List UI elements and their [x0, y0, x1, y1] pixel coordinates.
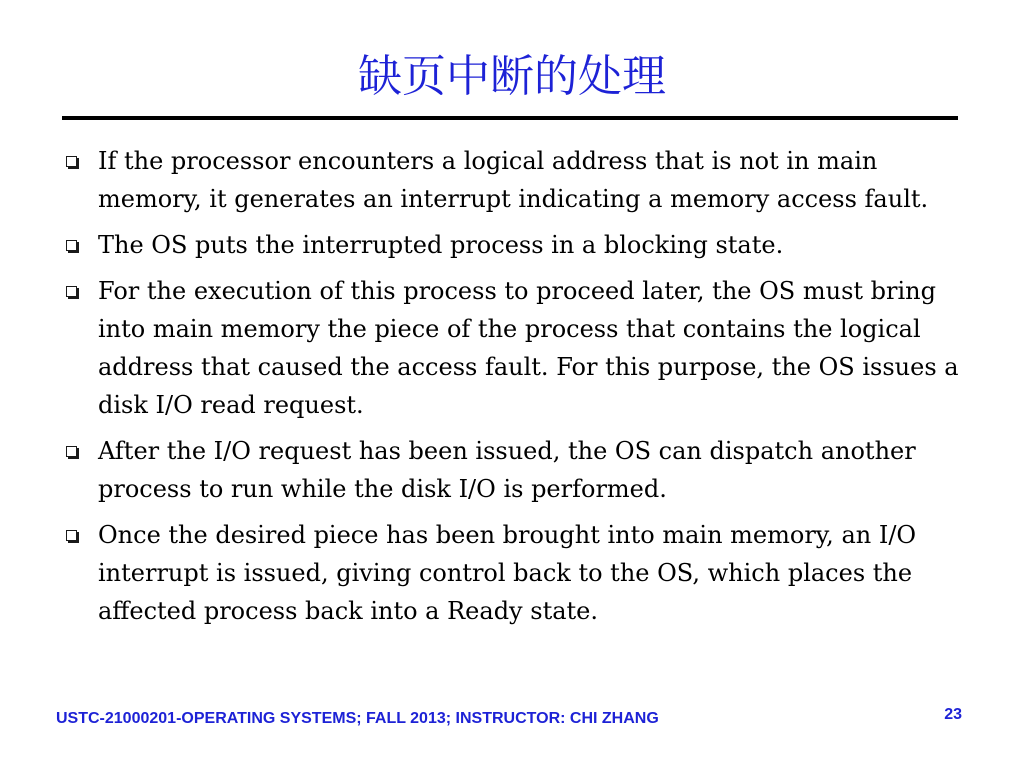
- bullet-text: The OS puts the interrupted process in a blocking state.: [98, 231, 784, 259]
- hollow-square-bullet-icon: [66, 530, 77, 541]
- bullet-item: [60, 142, 970, 218]
- bullet-item: [60, 226, 970, 264]
- footer-course-info: USTC-21000201-OPERATING SYSTEMS; FALL 2013; INSTRUCTOR: CHI ZHANG: [56, 710, 659, 727]
- title-underline: [62, 116, 958, 120]
- bullet-text: For the execution of this process to proceed later, the OS must bring into main memory the piece of the process that contains the logical address that caused the access fault. For this purpose, the OS issues a disk I/O read request.: [98, 277, 959, 419]
- bullet-list: [60, 142, 970, 638]
- hollow-square-bullet-icon: [66, 446, 77, 457]
- bullet-item: [60, 516, 970, 630]
- hollow-square-bullet-icon: [66, 240, 77, 251]
- bullet-text: Once the desired piece has been brought into main memory, an I/O interrupt is issued, giving control back to the OS, which places the affected process back into a Ready state.: [98, 521, 917, 625]
- bullet-text: After the I/O request has been issued, the OS can dispatch another process to run while the disk I/O is performed.: [98, 437, 916, 503]
- bullet-text: If the processor encounters a logical address that is not in main memory, it generates an interrupt indicating a memory access fault.: [98, 147, 929, 213]
- hollow-square-bullet-icon: [66, 156, 77, 167]
- slide-title: 缺页中断的处理: [358, 51, 666, 102]
- page-number: 23: [944, 706, 962, 723]
- bullet-item: [60, 432, 970, 508]
- bullet-item: [60, 272, 970, 424]
- hollow-square-bullet-icon: [66, 286, 77, 297]
